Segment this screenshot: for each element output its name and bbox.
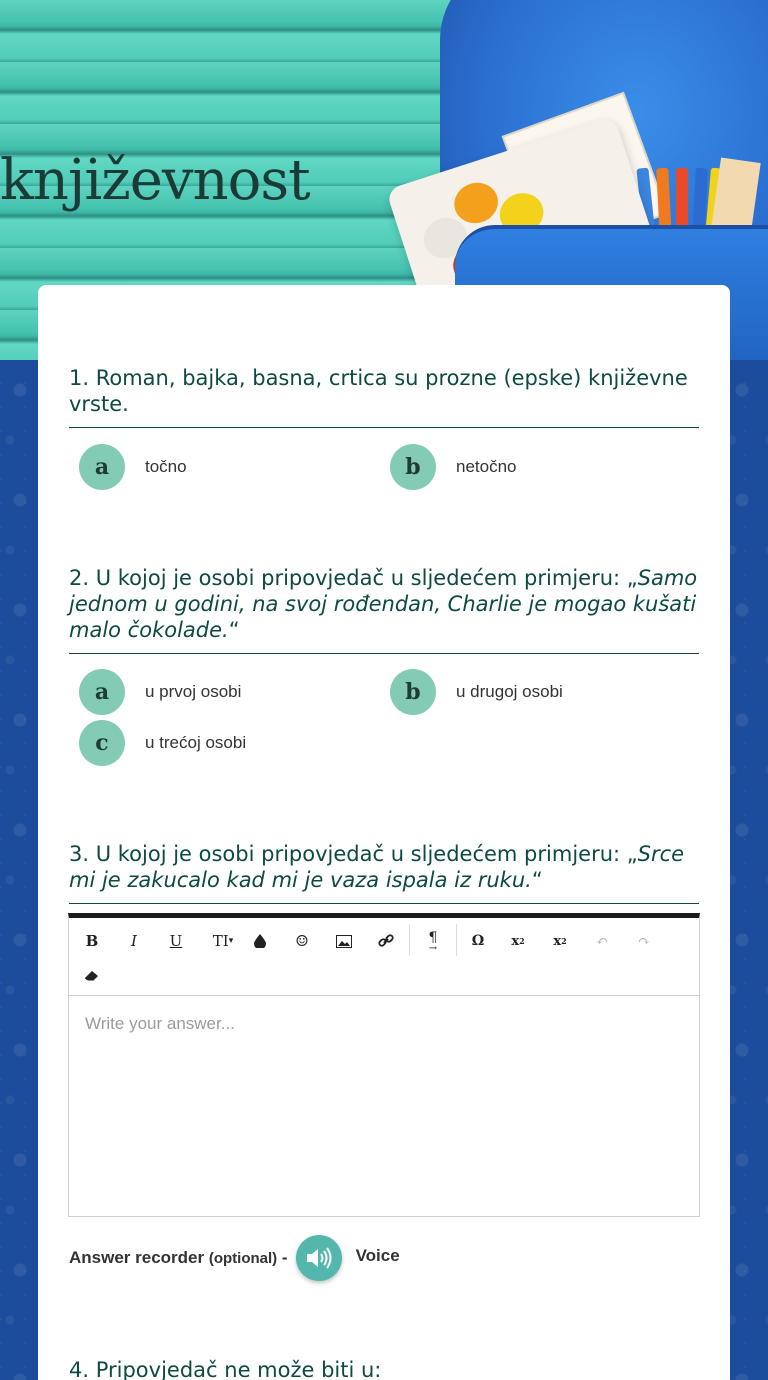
toolbar-separator	[456, 924, 457, 956]
toolbar-separator	[409, 924, 410, 956]
italic-icon[interactable]: I	[131, 932, 137, 950]
answer-editor	[68, 913, 700, 1217]
image-icon[interactable]	[329, 926, 359, 956]
option-label: u trećoj osobi	[145, 733, 247, 752]
recorder-dash: -	[281, 1248, 288, 1267]
editor-toolbar	[69, 918, 699, 996]
question-3-quote: Srce mi je zakucalo kad mi je vaza ispala iz ruku.	[69, 842, 685, 892]
question-2-text	[69, 565, 699, 654]
text-size-icon[interactable]: TI ▾	[212, 932, 234, 950]
question-1-text: 1. Roman, bajka, basna, crtica su prozne (epske) književne vrste.	[69, 365, 699, 428]
recorder-title: Answer recorder	[69, 1248, 205, 1267]
question-4-text: 4. Pripovjedač ne može biti u:	[69, 1358, 382, 1380]
question-3-text	[69, 841, 699, 904]
option-badge: c	[79, 720, 125, 766]
emoji-icon[interactable]: ☺	[295, 932, 309, 950]
voice-record-button[interactable]	[296, 1235, 342, 1281]
question-2-prefix: 2. U kojoj je osobi pripovjedač u sljedećem primjeru: „	[69, 566, 638, 590]
page-title: književnost	[0, 148, 310, 213]
question-3-suffix: “	[531, 868, 543, 892]
question-4	[69, 1357, 699, 1380]
underline-icon[interactable]: U	[169, 932, 183, 950]
subscript-icon[interactable]: x 2	[511, 933, 525, 949]
option-label: točno	[145, 457, 187, 476]
option-2a[interactable]	[79, 669, 241, 715]
answer-textarea[interactable]: Write your answer...	[85, 1014, 235, 1033]
bold-icon[interactable]: B	[85, 932, 99, 950]
option-badge: a	[79, 669, 125, 715]
omega-icon[interactable]: Ω	[471, 933, 485, 949]
question-3	[69, 841, 699, 904]
recorder-optional: (optional)	[208, 1250, 278, 1267]
question-2-quote: Samo jednom u godini, na svoj rođendan, Charlie je mogao kušati malo čokolade.	[69, 566, 698, 642]
question-3-prefix: 3. U kojoj je osobi pripovjedač u sljedećem primjeru: „	[69, 842, 638, 866]
option-badge: b	[390, 669, 436, 715]
question-2-suffix: “	[228, 618, 240, 642]
worksheet-card	[38, 285, 730, 1380]
option-1a[interactable]	[79, 444, 187, 490]
redo-icon[interactable]: ↷	[637, 932, 651, 950]
option-1b[interactable]	[390, 444, 517, 490]
color-drop-icon[interactable]	[245, 926, 275, 956]
question-2	[69, 565, 699, 654]
eraser-icon[interactable]	[77, 960, 107, 990]
option-label: u prvoj osobi	[145, 682, 242, 701]
question-1	[69, 365, 699, 428]
option-badge: b	[390, 444, 436, 490]
recorder-label	[69, 1248, 288, 1268]
link-icon[interactable]	[371, 926, 401, 956]
undo-icon[interactable]: ↶	[595, 932, 609, 950]
option-badge: a	[79, 444, 125, 490]
speaker-icon	[306, 1247, 332, 1269]
option-label: u drugoj osobi	[456, 682, 563, 701]
answer-recorder	[69, 1235, 400, 1281]
superscript-icon[interactable]: x 2	[553, 933, 567, 949]
paragraph-direction-icon[interactable]: ¶ →	[428, 930, 438, 954]
option-2c[interactable]	[79, 720, 246, 766]
option-label: netočno	[456, 457, 517, 476]
option-2b[interactable]	[390, 669, 563, 715]
voice-label: Voice	[355, 1246, 400, 1265]
